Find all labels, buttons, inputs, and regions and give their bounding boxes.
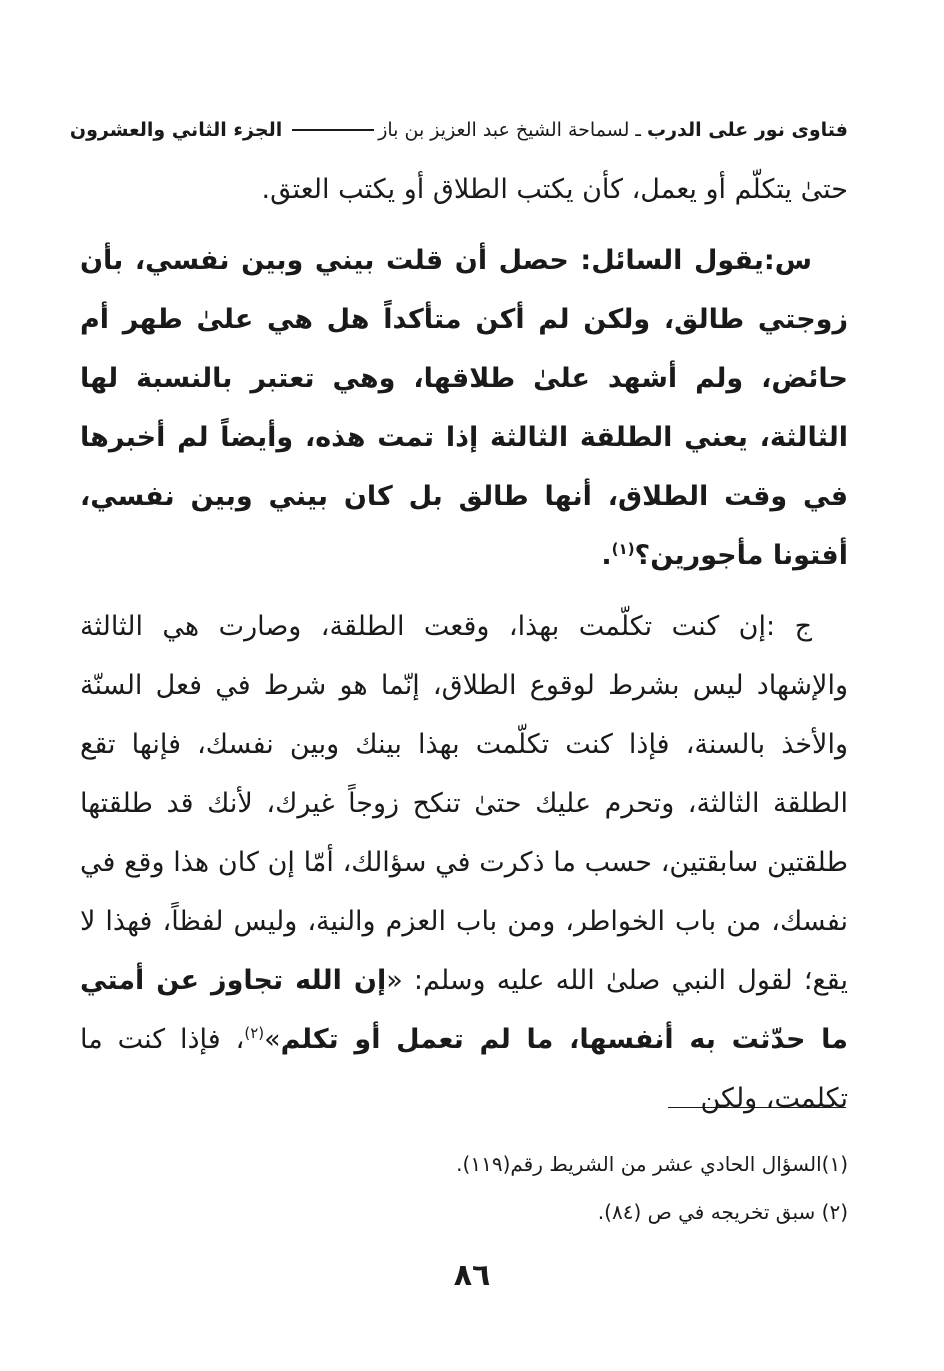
footnotes	[80, 1140, 848, 1236]
answer-text: ج :إن كنت تكلّمت بهذا، وقعت الطلقة، وصارت هي الثالثة والإشهاد ليس بشرط لوقوع الطلاق، إنّما هو شرط في فعل السنّة والأخذ بالسنة، فإذا كنت تكلّمت بهذا بينك وبين نفسك، فإنها تقع الطلقة الثالثة، وتحرم عليك حتىٰ تنكح زوجاً غيرك، لأنك قد طلقتها طلقتين سابقتين، حسب ما ذكرت في سؤالك، أمّا إن كان هذا وقع في نفسك، من باب الخواطر، ومن باب العزم والنية، وليس لفظاً، فهذا لا يقع؛ لقول النبي صلىٰ الله عليه وسلم: «	[80, 611, 848, 996]
header-title-group	[378, 119, 848, 141]
book-part: الجزء الثاني والعشرون	[69, 119, 283, 141]
question-text: س:يقول السائل: حصل أن قلت بيني وبين نفسي، بأن زوجتي طالق، ولكن لم أكن متأكداً هل هي علىٰ طهر أم حائض، ولم أشهد علىٰ طلاقها، وهي تعتبر بالنسبة لها الثالثة، يعني الطلقة الثالثة إذا تمت هذه، وأيضاً لم أخبرها في وقت الطلاق، أنها طالق بل كان بيني وبين نفسي، أفتونا مأجورين؟	[80, 245, 848, 571]
question-paragraph	[80, 231, 848, 585]
header-separator: ـ	[635, 119, 641, 141]
question-end: .	[601, 540, 612, 571]
hadith-text: إن الله تجاوز عن أمتي ما حدّثت به أنفسها، ما لم تعمل أو تكلم	[80, 965, 848, 1055]
answer-paragraph	[80, 597, 848, 1128]
page-body	[80, 160, 848, 1128]
page-number: ٨٦	[453, 1258, 491, 1293]
footnote-2: (٢) سبق تخريجه في ص (٨٤).	[597, 1200, 848, 1224]
header-rule	[292, 129, 374, 131]
continuation-paragraph: حتىٰ يتكلّم أو يعمل، كأن يكتب الطلاق أو يكتب العتق.	[261, 174, 848, 205]
footnote-ref-2: (٢)	[244, 1024, 265, 1042]
running-header	[69, 112, 848, 148]
answer-text-end: ، فإذا كنت ما تكلمت، ولكن	[80, 1024, 848, 1114]
footnote-separator	[668, 1107, 846, 1108]
book-title: فتاوى نور على الدرب	[647, 119, 848, 141]
header-part-group	[70, 119, 378, 141]
footnote-1: (١)السؤال الحادي عشر من الشريط رقم(١١٩).	[456, 1152, 848, 1176]
book-author: لسماحة الشيخ عبد العزيز بن باز	[378, 119, 630, 141]
footnote-ref-1: (١)	[611, 540, 635, 558]
hadith-close: »	[264, 1024, 281, 1055]
